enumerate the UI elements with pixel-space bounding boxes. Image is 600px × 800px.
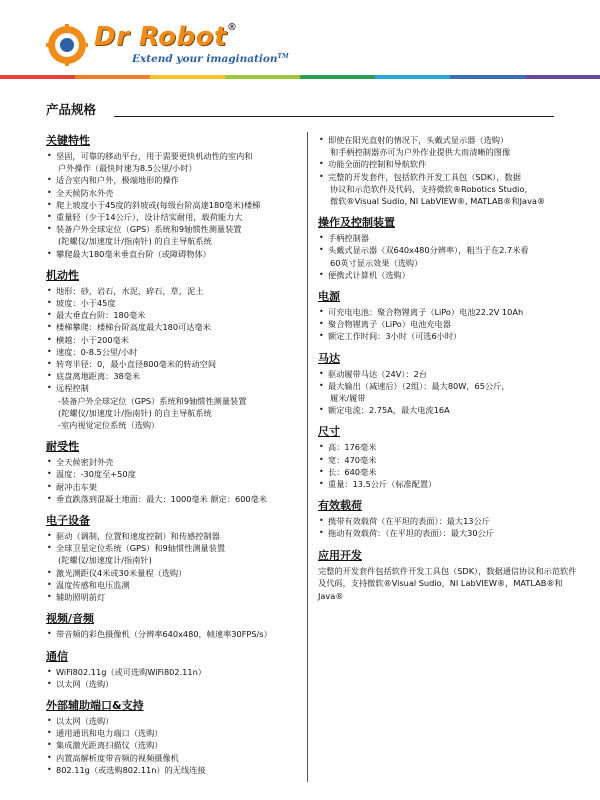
spec-list [318,134,580,207]
header [0,0,600,80]
spec-item: • 头戴式显示器（双640x480分辨率），粗当于在2.7米看 [318,244,580,256]
spec-section [318,549,580,603]
spec-list [318,515,580,539]
spec-section [46,699,300,776]
spec-item: • 最大输出（减速后）（2组）：最大80W，65公斤， [318,380,580,392]
page-title: 产品规格 [46,102,97,117]
gear-wheel-logo-icon [46,24,88,66]
spec-list [318,232,580,281]
rainbow-segment [0,75,75,79]
spec-list [46,530,300,603]
spec-item: • 内置高解析度带音频的视频摄像机 [46,752,300,764]
spec-item: • 拖动有效载荷：（在平坦的表面）：最大30公斤 [318,527,580,539]
section-title: 操作及控制装置 [318,216,395,230]
spec-list [318,368,580,417]
spec-section [318,425,580,490]
section-title: 机动性 [46,268,79,282]
spec-item: • 耐冲击车架 [46,481,300,493]
rainbow-segment [300,75,375,79]
rainbow-segment [525,75,600,79]
spec-item: • 带音频的彩色摄像机（分辨率640x480，帧速率30FPS/s） [46,628,300,640]
spec-item: • 携带有效载荷（在平坦的表面）：最大13公斤 [318,515,580,527]
spec-item: • 长：640毫米 [318,466,580,478]
spec-item: • 额定电流：2.75A，最大电流16A [318,404,580,416]
spec-item: 协议和示范软件及代码，支持微软®Robotics Studio, [330,183,528,194]
spec-section [318,134,580,207]
spec-item: • 便携式计算机（选购） [318,269,580,281]
spec-item: • 手柄控制器 [318,232,580,244]
spec-section [46,514,300,603]
spec-item: • 集成激光距离扫描仪（选购） [46,739,300,751]
spec-item: • 高：176毫米 [318,441,580,453]
right-column [318,134,580,611]
spec-section [46,134,300,260]
spec-item: • 攀爬最大180毫米垂直台阶（或障碍物体） [46,248,300,260]
spec-list [46,456,300,505]
spec-item: 微软®Visual Sudio, NI LabVIEW®, MATLAB®和Java® [330,196,546,207]
spec-item: • 温度：-30度至+50度 [46,468,300,480]
spec-section [318,352,580,417]
section-title: 应用开发 [318,548,362,562]
spec-section [318,216,580,281]
section-title: 马达 [318,351,340,365]
spec-list [46,666,300,690]
spec-item: • 通用通讯和电力端口（选购） [46,727,300,739]
spec-section [318,290,580,343]
spec-item: • 重量轻（少于14公斤），设计结实耐用，载荷能力大 [46,211,300,223]
spec-item: • 底盘离地距离：38毫米 [46,370,300,382]
spec-item: 户外操作（最快时速为8.5公里/小时） [58,163,197,174]
brand-name: Dr Robot® [94,22,238,52]
spec-item: • 温度传感和电压监测 [46,579,300,591]
spec-item: 和手柄控制器亦可为户外作业提供大而清晰的图像 [330,147,511,158]
section-title: 有效载荷 [318,499,362,513]
spec-item: • 楼梯攀爬：楼梯台阶高度最大180可达毫米 [46,321,300,333]
dr-robot-logo[interactable] [46,20,289,68]
spec-item: • 最大垂直台阶：180毫米 [46,309,300,321]
spec-item: • 驱动（调制，位置和速度控制）和传感控制器 [46,530,300,542]
spec-item: • 坚固，可靠的移动平台，用于需要更快机动性的室内和 [46,150,300,162]
spec-item: • 重量：13.5公斤（标准配置） [318,478,580,490]
spec-item: • 功能全面的控制和导航软件 [318,158,580,170]
spec-item: • 聚合物锂离子（LiPo）电池充电器 [318,318,580,330]
spec-item: • 完整的开发套件，包括软件开发工具包（SDK），数据 [318,171,580,183]
spec-item: • 转弯半径：0，最小直径800毫米的转动空间 [46,358,300,370]
spec-item: • 适合室内和户外，极端地形的操作 [46,174,300,186]
spec-item: • 802.11g（或选购802.11n）的无线连接 [46,764,300,776]
spec-item: • 垂直跌落到混凝土地面：最大：1000毫米 额定：600毫米 [46,493,300,505]
spec-item: • 以太网（选购） [46,715,300,727]
spec-list [318,441,580,490]
left-column [46,134,300,785]
spec-item: • 以太网（选购） [46,678,300,690]
spec-item: 60英寸显示效果（选购） [330,257,423,268]
rainbow-segment [225,75,300,79]
spec-item: (陀螺仪/加速度计/指南针) 的自主导航系统 [58,236,212,247]
spec-item: • 爬上坡度小于45度的斜坡或(每级台阶高達180毫米)楼梯 [46,199,300,211]
spec-section [46,650,300,690]
section-title: 关键特性 [46,134,90,147]
section-title: 视频/音频 [46,612,95,626]
spec-list [46,285,300,431]
spec-section [46,440,300,505]
section-title: 电源 [318,290,340,304]
spec-list [318,306,580,343]
spec-item: • 宽：470毫米 [318,454,580,466]
brand-tagline: Extend your imagination™ [132,53,289,65]
spec-item: • 激光测距仪4米或30米量程（选购） [46,567,300,579]
spec-list [46,150,300,260]
rainbow-segment [375,75,450,79]
spec-item: (陀螺仪/加速度计/指南针) 的自主导航系统 [58,407,212,418]
section-paragraph: 完整的开发套件包括软件开发工具包（SDK），数据通信协议和示范软件及代码，支持微软®Visual Sudio，NI LabVIEW®，MATLAB®和Java® [318,565,577,601]
spec-item: • 全天候密封外壳 [46,456,300,468]
spec-item: 履米/履带 [330,393,366,404]
section-title: 外部辅助端口&支持 [46,698,144,712]
title-underline [114,116,554,117]
column-divider [307,132,308,782]
rainbow-bar [0,75,600,79]
spec-item: • 远程控制 [46,382,300,394]
spec-item: • 全球卫星定位系统（GPS）和9轴惯性测量装置 [46,542,300,554]
brand-registered-mark: ® [226,22,238,33]
spec-section [46,612,300,640]
section-title: 尺寸 [318,425,340,439]
spec-item: • WiFi802.11g（或可选购WiFi802.11n） [46,666,300,678]
spec-item: • 地形：砂，岩石，水泥，碎石，草，泥土 [46,285,300,297]
spec-item: (陀螺仪/加速度计/指南针) [58,555,152,566]
spec-item: • 坡度：小于45度 [46,297,300,309]
rainbow-segment [75,75,150,79]
spec-item: • 全天候防水外壳 [46,187,300,199]
section-title: 通信 [46,649,68,663]
spec-item: • 装备户外全球定位（GPS）系统和9轴惯性测量装置 [46,223,300,235]
spec-item: • 驱动履带马达（24V）：2台 [318,368,580,380]
spec-section [46,269,300,431]
section-title: 电子设备 [46,514,90,528]
section-title: 耐受性 [46,440,79,454]
spec-item: • 可充电电池：聚合物锂离子（LiPo）电池22.2V 10Ah [318,306,580,318]
spec-item: • 横越：小于200毫米 [46,334,300,346]
spec-item: • 辅助照明前灯 [46,591,300,603]
tagline-trademark: TM [277,53,289,60]
rainbow-segment [450,75,525,79]
rainbow-segment [150,75,225,79]
spec-item: -室内视觉定位系统（选购） [58,420,160,431]
spec-item: • 即使在阳光直射的情况下，头戴式显示器（选购） [318,134,580,146]
spec-section [318,499,580,539]
spec-item: -装备户外全球定位（GPS）系统和9轴惯性测量装置 [58,395,247,406]
spec-item: • 额定工作时间：3小时（可选6小时） [318,330,580,342]
spec-list [46,628,300,640]
spec-list [46,715,300,776]
spec-item: • 速度：0-8.5公里/小时 [46,346,300,358]
